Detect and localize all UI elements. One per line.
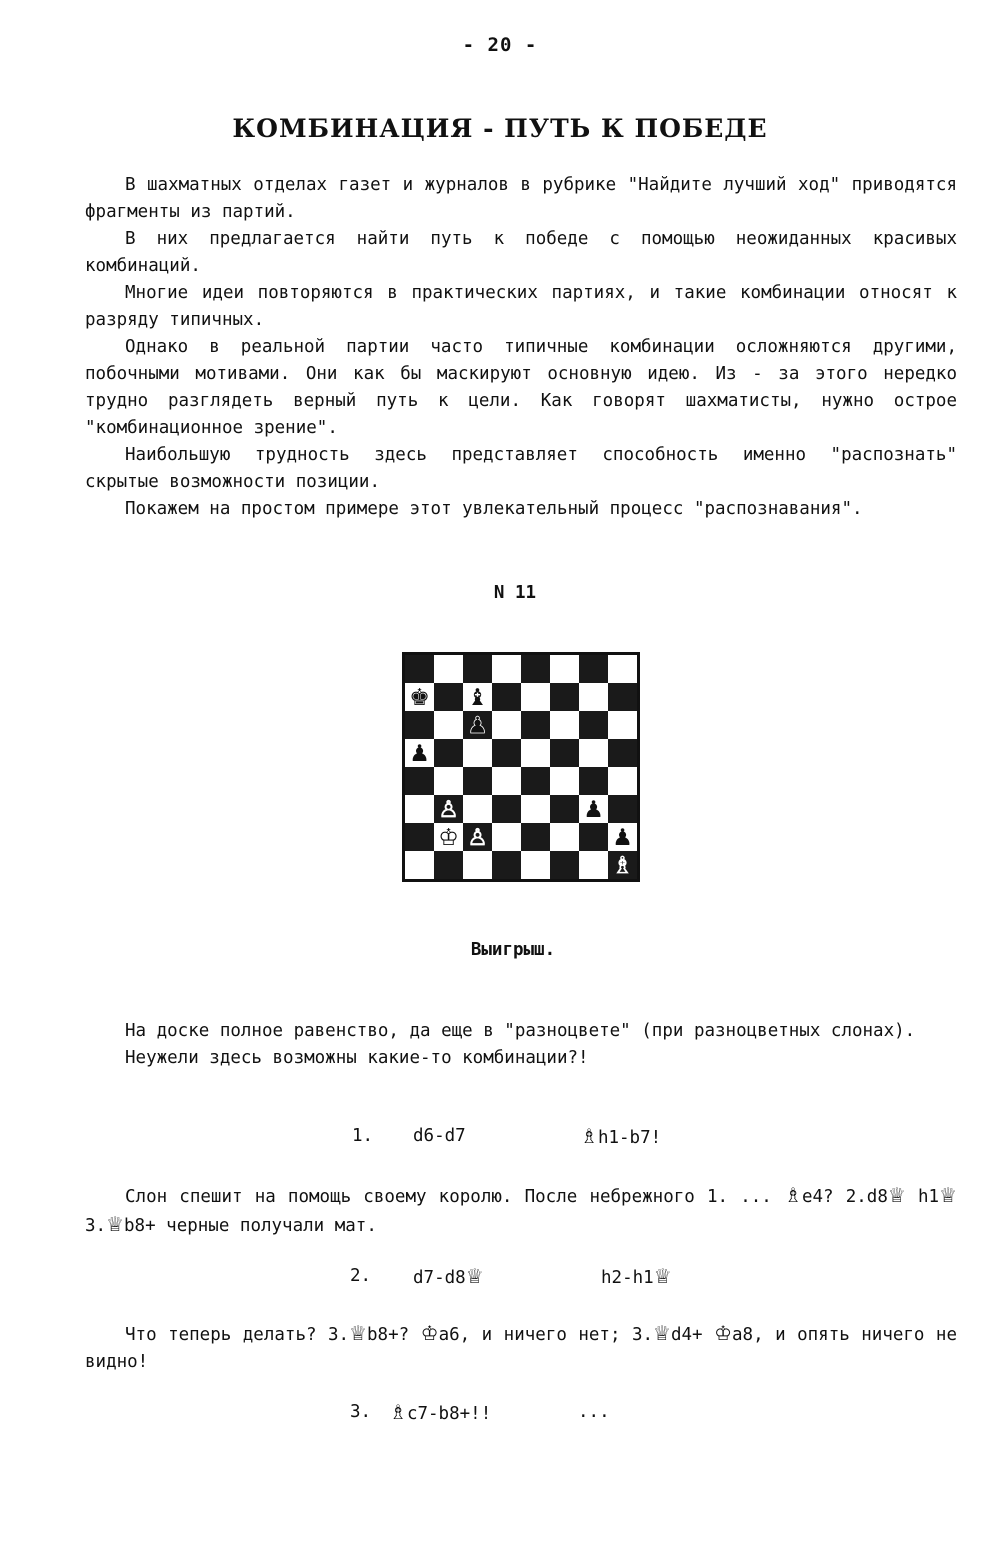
intro-paragraph: Многие идеи повторяются в практических партиях, и такие комбинации относят к разряду типичных. xyxy=(85,283,957,330)
board-square-b1 xyxy=(434,851,463,879)
text-fragment: 2.d8 xyxy=(845,1187,888,1207)
board-square-f6 xyxy=(550,711,579,739)
move2-white-move xyxy=(413,1264,484,1288)
analysis-paragraph-1 xyxy=(85,1018,957,1072)
text-fragment: Слон спешит на помощь своему королю. После небрежного 1. ... xyxy=(125,1187,772,1207)
board-square-a6 xyxy=(405,711,434,739)
board-square-f8 xyxy=(550,655,579,683)
black-pawn-icon: ♟ xyxy=(583,797,604,823)
board-square-e7 xyxy=(521,683,550,711)
board-square-a8 xyxy=(405,655,434,683)
text-fragment: h1 xyxy=(917,1187,940,1207)
queen-icon: ♕ xyxy=(465,1264,484,1288)
board-square-f1 xyxy=(550,851,579,879)
board-square-g5 xyxy=(579,739,608,767)
board-square-h7 xyxy=(608,683,637,711)
board-square-d7 xyxy=(492,683,521,711)
queen-icon: ♕ xyxy=(939,1183,957,1207)
analysis-line xyxy=(85,1182,957,1240)
board-square-b6 xyxy=(434,711,463,739)
board-square-c1 xyxy=(463,851,492,879)
white-pawn-icon: ♙ xyxy=(467,825,488,851)
bishop-icon: ♗ xyxy=(580,1124,598,1148)
black-pawn-icon: ♟ xyxy=(409,741,430,767)
text-fragment: b8+ черные получали мат. xyxy=(124,1216,377,1236)
move1-black: h1-b7! xyxy=(597,1128,662,1148)
white-king-icon: ♔ xyxy=(438,825,459,851)
chapter-title: КОМБИНАЦИЯ - ПУТЬ К ПОБЕДЕ xyxy=(232,114,768,143)
diagram-number: N 11 xyxy=(493,583,537,603)
move3-black: ... xyxy=(578,1402,610,1422)
text-fragment: Что теперь делать? 3. xyxy=(125,1325,350,1345)
queen-icon: ♕ xyxy=(653,1321,671,1345)
black-pawn-icon: ♟ xyxy=(612,825,633,851)
white-bishop-icon: ♗ xyxy=(612,853,633,879)
intro-paragraph: В шахматных отделах газет и журналов в рубрике "Найдите лучший ход" приводятся фрагменты из партий. xyxy=(85,175,957,222)
board-square-e3 xyxy=(521,795,550,823)
move1-black-move xyxy=(580,1124,661,1148)
chess-board xyxy=(402,652,640,882)
board-square-g8 xyxy=(579,655,608,683)
board-square-g1 xyxy=(579,851,608,879)
board-square-e1 xyxy=(521,851,550,879)
text-fragment: b8+? xyxy=(367,1325,410,1345)
intro-paragraph: Однако в реальной партии часто типичные комбинации осложняются другими, побочными мотивами. Они как бы маскируют основную идею. Из - за этого нередко трудно разглядеть верный путь к цели. Как говорят шахматисты, нужно острое "комбинационное зрение". xyxy=(85,337,957,438)
queen-icon: ♕ xyxy=(349,1321,367,1345)
king-icon: ♔ xyxy=(420,1321,439,1345)
board-square-c5 xyxy=(463,739,492,767)
board-square-f2 xyxy=(550,823,579,851)
analysis-paragraph-2 xyxy=(85,1182,957,1240)
board-square-f4 xyxy=(550,767,579,795)
board-square-g4 xyxy=(579,767,608,795)
board-square-h6 xyxy=(608,711,637,739)
board-square-b5 xyxy=(434,739,463,767)
move2-white: d7-d8 xyxy=(413,1268,466,1288)
move2-black: h2-h1 xyxy=(601,1268,654,1288)
intro-paragraph: В них предлагается найти путь к победе с помощью неожиданных красивых комбинаций. xyxy=(85,229,957,276)
analysis-line: На доске полное равенство, да еще в "разноцвете" (при разноцветных слонах). xyxy=(125,1021,916,1041)
chess-board-svg xyxy=(405,655,637,879)
board-square-h8 xyxy=(608,655,637,683)
move2-number: 2. xyxy=(350,1266,372,1286)
text-fragment: d4+ xyxy=(670,1325,703,1345)
intro-paragraph: Наибольшую трудность здесь представляет способность именно "распознать" скрытые возможности позиции. xyxy=(85,445,957,492)
board-square-a3 xyxy=(405,795,434,823)
queen-icon: ♕ xyxy=(887,1183,906,1207)
board-square-d8 xyxy=(492,655,521,683)
black-pawn-icon: ♟ xyxy=(467,713,488,739)
board-square-c8 xyxy=(463,655,492,683)
analysis-line xyxy=(85,1320,957,1376)
text-fragment: a6, и ничего нет; 3. xyxy=(438,1325,654,1345)
text-fragment: e4? xyxy=(801,1187,834,1207)
board-square-b7 xyxy=(434,683,463,711)
king-icon: ♔ xyxy=(714,1321,733,1345)
move1-number: 1. xyxy=(352,1126,374,1146)
move3-number: 3. xyxy=(350,1402,372,1422)
board-square-f7 xyxy=(550,683,579,711)
board-square-f5 xyxy=(550,739,579,767)
move2-black-move xyxy=(601,1264,672,1288)
bishop-icon: ♗ xyxy=(389,1400,407,1424)
board-square-f3 xyxy=(550,795,579,823)
board-square-a2 xyxy=(405,823,434,851)
board-square-d1 xyxy=(492,851,521,879)
board-square-e2 xyxy=(521,823,550,851)
intro-paragraph: Покажем на простом примере этот увлекательный процесс "распознавания". xyxy=(125,499,863,519)
analysis-paragraph-3 xyxy=(85,1320,957,1376)
board-square-h5 xyxy=(608,739,637,767)
board-square-a4 xyxy=(405,767,434,795)
board-square-e4 xyxy=(521,767,550,795)
board-square-e6 xyxy=(521,711,550,739)
queen-icon: ♕ xyxy=(106,1212,125,1236)
board-square-b4 xyxy=(434,767,463,795)
board-square-d5 xyxy=(492,739,521,767)
board-square-d2 xyxy=(492,823,521,851)
queen-icon: ♕ xyxy=(653,1264,672,1288)
text-fragment: 3. xyxy=(85,1216,107,1236)
move3-white: c7-b8+!! xyxy=(406,1404,492,1424)
white-pawn-icon: ♙ xyxy=(438,797,459,823)
board-square-g2 xyxy=(579,823,608,851)
bishop-icon: ♗ xyxy=(784,1183,802,1207)
board-square-h3 xyxy=(608,795,637,823)
black-king-icon: ♚ xyxy=(409,685,430,711)
black-bishop-icon: ♝ xyxy=(467,685,488,711)
move3-white-move xyxy=(389,1400,491,1424)
board-square-c4 xyxy=(463,767,492,795)
board-square-e8 xyxy=(521,655,550,683)
board-square-g7 xyxy=(579,683,608,711)
analysis-line: Неужели здесь возможны какие-то комбинации?! xyxy=(125,1048,589,1068)
board-square-d6 xyxy=(492,711,521,739)
board-square-e5 xyxy=(521,739,550,767)
move1-white: d6-d7 xyxy=(413,1126,466,1146)
board-square-d4 xyxy=(492,767,521,795)
board-square-c3 xyxy=(463,795,492,823)
text-fragment: a8, и опять ничего не видно! xyxy=(85,1325,958,1372)
board-square-h4 xyxy=(608,767,637,795)
board-square-b8 xyxy=(434,655,463,683)
diagram-caption: Выигрыш. xyxy=(470,940,556,960)
board-square-a1 xyxy=(405,851,434,879)
board-square-g6 xyxy=(579,711,608,739)
intro-text xyxy=(85,172,957,523)
page-number: - 20 - xyxy=(462,34,538,56)
board-square-d3 xyxy=(492,795,521,823)
